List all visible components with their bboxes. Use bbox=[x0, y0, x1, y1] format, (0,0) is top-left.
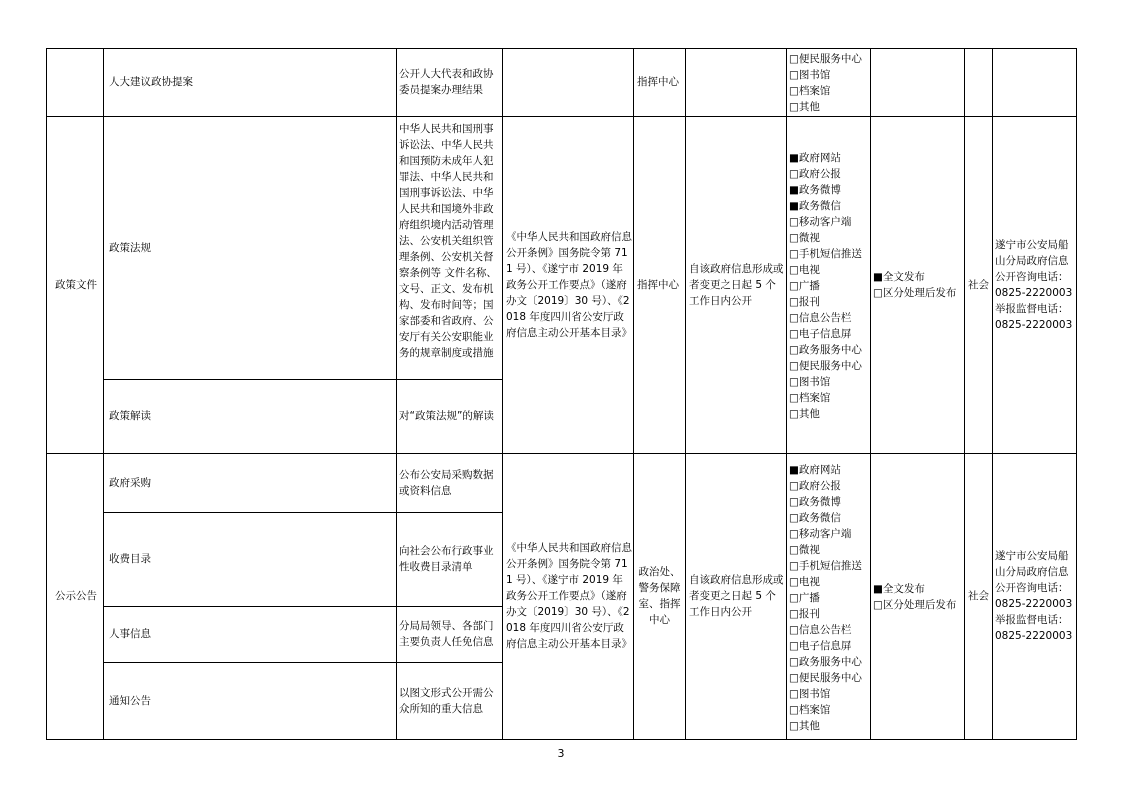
channel-item: □微视 bbox=[789, 232, 820, 244]
col-divider bbox=[396, 48, 397, 740]
notice-sub2: 收费目录 bbox=[109, 553, 151, 565]
channel-item: □图书馆 bbox=[789, 688, 831, 700]
channel-item: □信息公告栏 bbox=[789, 624, 852, 636]
channel-item: □档案馆 bbox=[789, 392, 831, 404]
channel-item: □其他 bbox=[789, 720, 820, 732]
channel-item: □报刊 bbox=[789, 296, 820, 308]
col-divider bbox=[103, 48, 104, 740]
notice-sub4: 通知公告 bbox=[109, 694, 151, 707]
channel-item: ■政府网站 bbox=[789, 464, 841, 476]
notice-object: 社会 bbox=[968, 590, 989, 602]
policy-time: 自该政府信息形成或者变更之日起 5 个工作日内公开 bbox=[689, 262, 784, 307]
channel-item: ■政务微博 bbox=[789, 184, 841, 196]
notice-sub3-content: 分局局领导、各部门主要负责人任免信息 bbox=[399, 620, 494, 648]
col-divider bbox=[992, 48, 993, 740]
manner-item: ■全文发布 bbox=[873, 583, 925, 595]
channel-item: □微视 bbox=[789, 544, 820, 556]
table-border-bottom bbox=[46, 739, 1077, 740]
policy-channel-list bbox=[789, 150, 869, 422]
table-border-right bbox=[1076, 48, 1077, 740]
policy-manner-list bbox=[873, 269, 965, 301]
channel-item: □政府公报 bbox=[789, 168, 841, 180]
col-divider bbox=[870, 48, 871, 740]
channel-item: □移动客户端 bbox=[789, 528, 852, 540]
channel-item: □政务服务中心 bbox=[789, 656, 862, 668]
notice-time: 自该政府信息形成或者变更之日起 5 个工作日内公开 bbox=[689, 574, 784, 618]
col-divider bbox=[633, 48, 634, 740]
policy-object: 社会 bbox=[968, 278, 989, 291]
policy-sub2-content: 对“政策法规”的解读 bbox=[399, 410, 494, 422]
channel-item: □广播 bbox=[789, 280, 820, 292]
channel-item: ■政务微信 bbox=[789, 200, 841, 212]
col-divider bbox=[786, 48, 787, 740]
notice-sub3: 人事信息 bbox=[109, 628, 151, 640]
channel-item: □信息公告栏 bbox=[789, 312, 852, 324]
channel-item: □电子信息屏 bbox=[789, 640, 852, 652]
policy-basis: 《中华人民共和国政府信息公开条例》国务院令第 711 号）、《遂宁市 2019 年政务公开工作要点》（遂府办文〔2019〕30 号）、《2018 年度四川省公安厅政府信息主动公开基本目录》 bbox=[506, 230, 632, 339]
channel-item: □手机短信推送 bbox=[789, 248, 862, 260]
channel-item: □移动客户端 bbox=[789, 216, 852, 228]
channel-item: □电子信息屏 bbox=[789, 328, 852, 340]
notice-dept: 政治处、警务保障室、指挥中心 bbox=[638, 566, 681, 626]
r1-second-category: 人大建议政协提案 bbox=[109, 76, 193, 88]
notice-channel-list bbox=[789, 462, 869, 734]
channel-item: □广播 bbox=[789, 592, 820, 604]
channel-item: □政府公报 bbox=[789, 480, 841, 492]
channel-item: □便民服务中心 bbox=[789, 53, 862, 65]
policy-sub2: 政策解读 bbox=[109, 410, 151, 422]
channel-item: □政务微博 bbox=[789, 496, 841, 508]
channel-item: □手机短信推送 bbox=[789, 560, 862, 572]
col-divider bbox=[685, 48, 686, 740]
policy-contact: 遂宁市公安局船山分局政府信息公开咨询电话：0825-2220003 举报监督电话：0825-2220003 bbox=[995, 238, 1073, 331]
notice-contact: 遂宁市公安局船山分局政府信息公开咨询电话：0825-2220003 举报监督电话：0825-2220003 bbox=[995, 550, 1073, 642]
notice-sub1: 政府采购 bbox=[109, 476, 151, 489]
channel-item: □报刊 bbox=[789, 608, 820, 620]
channel-item: □便民服务中心 bbox=[789, 672, 862, 684]
policy-category: 政策文件 bbox=[55, 278, 97, 291]
r1-channel-list bbox=[789, 51, 869, 115]
channel-item: □政务服务中心 bbox=[789, 344, 862, 356]
channel-item: ■政府网站 bbox=[789, 152, 841, 164]
policy-dept: 指挥中心 bbox=[637, 278, 679, 291]
channel-item: □其他 bbox=[789, 408, 820, 420]
channel-item: □电视 bbox=[789, 576, 820, 588]
channel-item: □图书馆 bbox=[789, 376, 831, 388]
notice-sub1-content: 公布公安局采购数据或资料信息 bbox=[399, 468, 494, 497]
r1-dept: 指挥中心 bbox=[637, 76, 679, 88]
notice-category: 公示公告 bbox=[55, 590, 97, 602]
manner-item: □区分处理后发布 bbox=[873, 287, 957, 299]
r1-content: 公开人大代表和政协委员提案办理结果 bbox=[399, 68, 494, 96]
notice-basis: 《中华人民共和国政府信息公开条例》国务院令第 711 号）、《遂宁市 2019 年政务公开工作要点》（遂府办文〔2019〕30 号）、《2018 年度四川省公安厅政府信息主动公开基本目录》 bbox=[506, 542, 632, 650]
channel-item: □政务微信 bbox=[789, 512, 841, 524]
manner-item: □区分处理后发布 bbox=[873, 599, 957, 611]
channel-item: □图书馆 bbox=[789, 69, 831, 81]
channel-item: □电视 bbox=[789, 264, 820, 276]
channel-item: □档案馆 bbox=[789, 85, 831, 97]
notice-sub2-content: 向社会公布行政事业性收费目录清单 bbox=[399, 545, 494, 573]
notice-manner-list bbox=[873, 581, 965, 613]
channel-item: □便民服务中心 bbox=[789, 360, 862, 372]
policy-sub1-content: 中华人民共和国刑事诉讼法、中华人民共和国预防未成年人犯罪法、中华人民共和国刑事诉讼法、中华人民共和国境外非政府组织境内活动管理法、公安机关组织管理条例、公安机关督察条例等 文件名称、文号、正文、发布机构、发布时间等；国家部委和省政府、公安厅有关公安职能业务的规章制度或措施 bbox=[399, 123, 497, 359]
page-number: 3 bbox=[557, 747, 565, 760]
channel-item: □其他 bbox=[789, 101, 820, 113]
col-divider bbox=[502, 48, 503, 740]
col-divider bbox=[46, 48, 47, 740]
manner-item: ■全文发布 bbox=[873, 271, 925, 283]
notice-sub4-content: 以图文形式公开需公众所知的重大信息 bbox=[399, 686, 494, 715]
policy-sub1: 政策法规 bbox=[109, 241, 151, 254]
channel-item: □档案馆 bbox=[789, 704, 831, 716]
